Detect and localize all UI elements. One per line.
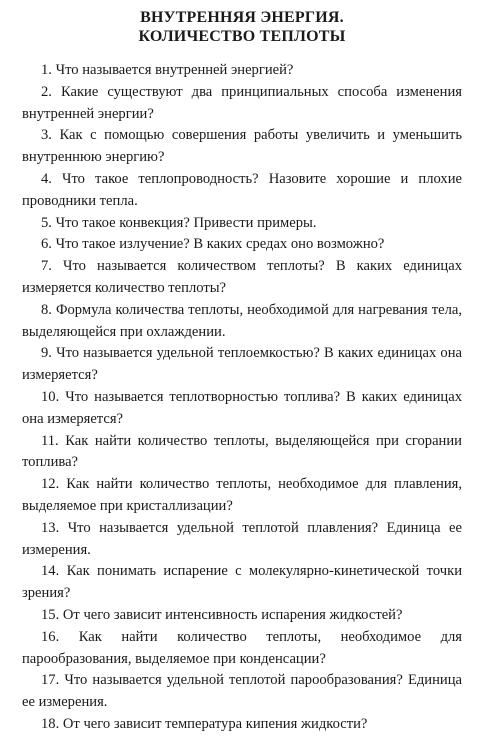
title-line-2: КОЛИЧЕСТВО ТЕПЛОТЫ: [138, 28, 346, 45]
question-item: 8. Формула количества теплоты, необходимой для нагревания тела, выделяющейся при охлаждении.: [22, 301, 462, 340]
page-title: [22, 8, 462, 46]
question-item: 17. Что называется удельной теплотой парообразования? Единица ее измерения.: [22, 672, 462, 711]
question-item: 11. Как найти количество теплоты, выделяющейся при сгорании топлива?: [22, 432, 462, 471]
question-item: 2. Какие существуют два принципиальных способа изменения внутренней энергии?: [22, 83, 462, 122]
question-item: 6. Что такое излучение? В каких средах оно возможно?: [41, 236, 385, 253]
question-item: 16. Как найти количество теплоты, необходимое для парообразования, выделяемое при конденсации?: [22, 628, 462, 667]
question-item: 10. Что называется теплотворностью топлива? В каких единицах она измеряется?: [22, 388, 462, 427]
question-item: 4. Что такое теплопроводность? Назовите хорошие и плохие проводники тепла.: [22, 170, 462, 209]
question-list: [22, 60, 462, 736]
question-item: 12. Как найти количество теплоты, необходимое для плавления, выделяемое при кристаллизации?: [22, 476, 462, 514]
question-item: 1. Что называется внутренней энергией?: [41, 62, 294, 78]
question-item: 9. Что называется удельной теплоемкостью? В каких единицах она измеряется?: [22, 345, 462, 384]
question-item: 18. От чего зависит температура кипения жидкости?: [41, 715, 368, 732]
question-item: 15. От чего зависит интенсивность испарения жидкостей?: [41, 606, 403, 623]
question-item: 13. Что называется удельной теплотой плавления? Единица ее измерения.: [22, 519, 462, 558]
question-item: 7. Что называется количеством теплоты? В каких единицах измеряется количество теплоты?: [22, 258, 462, 296]
question-item: 5. Что такое конвекция? Привести примеры.: [41, 214, 317, 231]
question-item: 14. Как понимать испарение с молекулярно-кинетической точки зрения?: [22, 563, 462, 602]
title-line-1: ВНУТРЕННЯЯ ЭНЕРГИЯ.: [140, 9, 344, 26]
question-item: 3. Как с помощью совершения работы увеличить и уменьшить внутреннюю энергию?: [22, 127, 462, 166]
